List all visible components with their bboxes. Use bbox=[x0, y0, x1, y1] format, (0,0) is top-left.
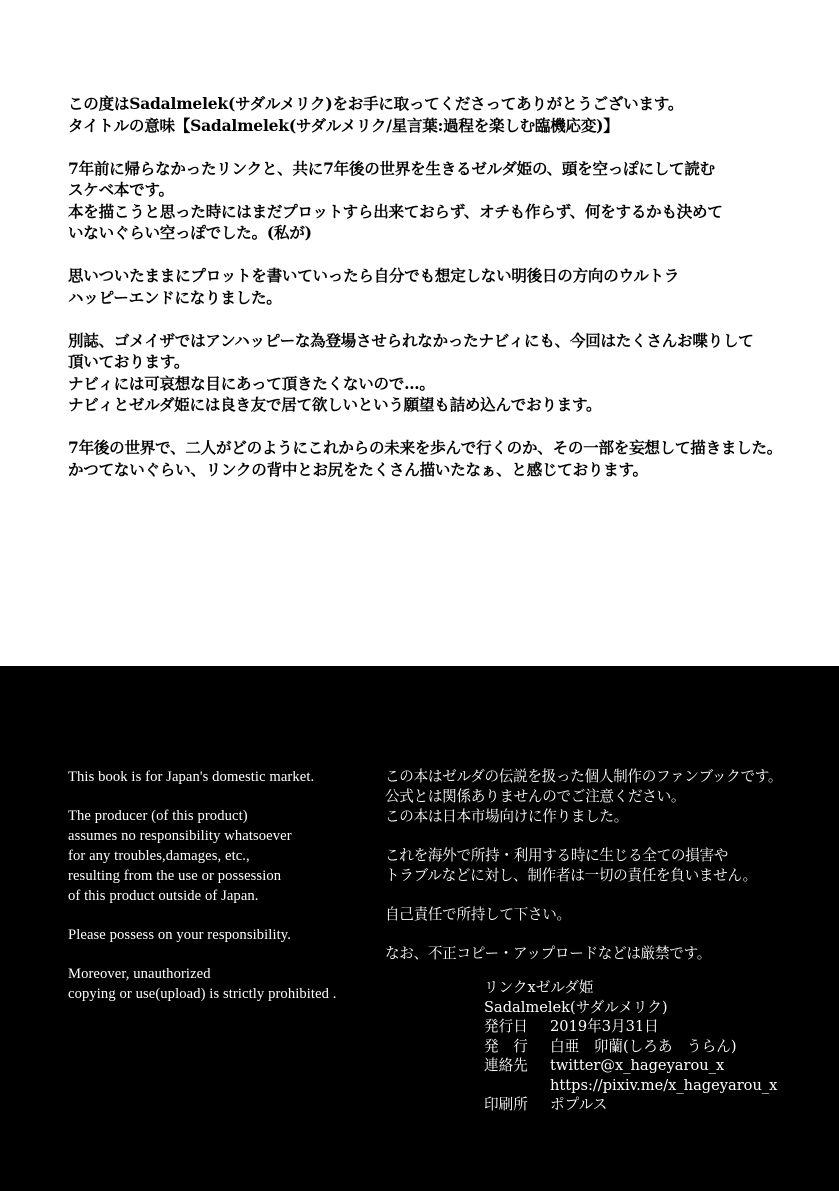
afterword-paragraph-3: 思いついたままにプロットを書いていったら自分でも想定しない明後日の方向のウルトラ ハッピーエンドになりました。 bbox=[68, 266, 680, 307]
colophon-printer-row bbox=[484, 1095, 824, 1115]
colophon bbox=[484, 978, 824, 1115]
colophon-publisher-label: 発 行 bbox=[484, 1037, 528, 1055]
colophon-date-row bbox=[484, 1017, 824, 1037]
japanese-notice-paragraph-2: これを海外で所持・利用する時に生じる全ての損害や トラブルなどに対し、制作者は一切の責任を負いません。 bbox=[385, 847, 757, 884]
afterword-paragraph-2: 7年前に帰らなかったリンクと、共に7年後の世界を生きるゼルダ姫の、頭を空っぽにして読む スケベ本です。 本を描こうと思った時にはまだプロットすら出来ておらず、オチも作らず、何をするかも決めて いないぐらい空っぽでした。(私が) bbox=[68, 158, 723, 242]
colophon-contact-twitter: twitter@x_hageyarou_x bbox=[550, 1057, 725, 1074]
afterword-paragraph-4: 別誌、ゴメイザではアンハッピーな為登場させられなかったナビィにも、今回はたくさんお喋りして 頂いております。 ナビィには可哀想な目にあって頂きたくないので…。 ナビィとゼルダ姫には良き友で居て欲しいという願望も詰め込んでおります。 bbox=[68, 330, 754, 414]
english-notice-paragraph-2: The producer (of this product) assumes no responsibility whatsoever for any troubles,damages, etc., resulting from the use or possession of this product outside of Japan. bbox=[68, 808, 292, 904]
english-notice-paragraph-4: Moreover, unauthorized copying or use(upload) is strictly prohibited . bbox=[68, 966, 337, 1002]
colophon-contact-row-2 bbox=[484, 1076, 824, 1096]
colophon-printer-label: 印刷所 bbox=[484, 1096, 528, 1113]
japanese-notice-paragraph-3: 自己責任で所持して下さい。 bbox=[385, 906, 571, 923]
colophon-printer-value: ポプルス bbox=[550, 1096, 608, 1113]
colophon-contact-label: 連絡先 bbox=[484, 1057, 528, 1074]
colophon-contact-pixiv: https://pixiv.me/x_hageyarou_x bbox=[550, 1076, 778, 1094]
japanese-notice-paragraph-4: なお、不正コピー・アップロードなどは厳禁です。 bbox=[385, 945, 711, 962]
colophon-publisher-row bbox=[484, 1037, 824, 1057]
english-notice-paragraph-1: This book is for Japan's domestic market. bbox=[68, 769, 315, 785]
notice-section bbox=[0, 666, 839, 1191]
english-notice bbox=[68, 767, 388, 1023]
afterword-paragraph-5: 7年後の世界で、二人がどのようにこれからの未来を歩んで行くのか、その一部を妄想して描きました。 かつてないぐらい、リンクの背中とお尻をたくさん描いたなぁ、と感じております。 bbox=[68, 438, 783, 479]
colophon-publisher-value: 白亜 卯蘭(しろあ うらん) bbox=[550, 1037, 737, 1055]
colophon-title: リンクxゼルダ姫 bbox=[484, 979, 594, 996]
japanese-notice-paragraph-1: この本はゼルダの伝説を扱った個人制作のファンブックです。 公式とは関係ありませんのでご注意ください。 この本は日本市場向けに作りました。 bbox=[385, 768, 783, 825]
afterword-paragraph-1: この度はSadalmelek(サダルメリク)をお手に取ってくださってありがとうございます。 タイトルの意味【Sadalmelek(サダルメリク/星言葉:過程を楽しむ臨機応変)】 bbox=[68, 94, 684, 135]
colophon-contact-row bbox=[484, 1056, 824, 1076]
colophon-subtitle: Sadalmelek(サダルメリク) bbox=[484, 998, 668, 1016]
colophon-date-label: 発行日 bbox=[484, 1018, 528, 1035]
japanese-notice bbox=[385, 767, 835, 983]
english-notice-paragraph-3: Please possess on your responsibility. bbox=[68, 927, 291, 943]
afterword-text bbox=[68, 93, 818, 502]
colophon-date-value: 2019年3月31日 bbox=[550, 1018, 659, 1035]
